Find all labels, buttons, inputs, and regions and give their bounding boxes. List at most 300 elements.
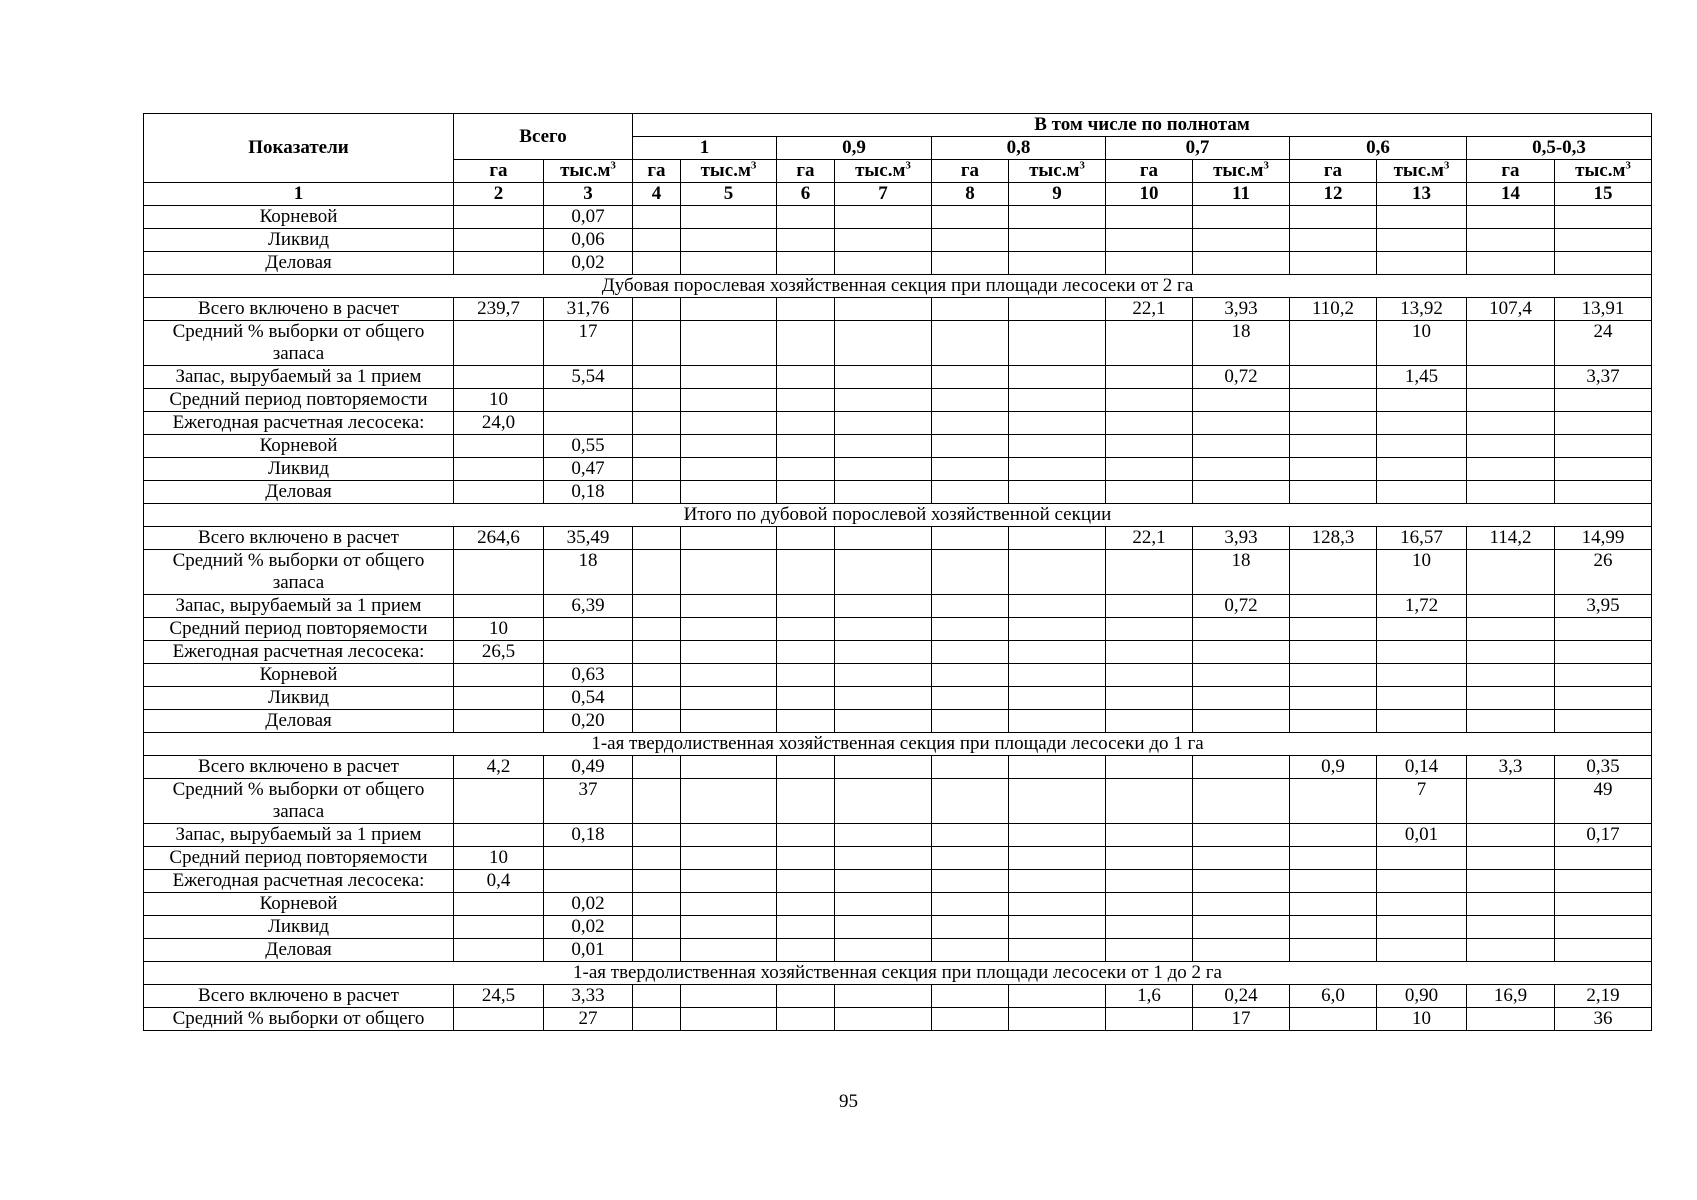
unit-ha: га xyxy=(454,160,544,183)
table-cell xyxy=(1009,481,1106,504)
table-cell xyxy=(932,527,1009,550)
table-cell xyxy=(1193,481,1290,504)
table-cell xyxy=(1193,756,1290,779)
table-cell xyxy=(544,618,633,641)
table-cell xyxy=(932,1008,1009,1031)
table-cell xyxy=(1290,664,1377,687)
table-cell: 3,3 xyxy=(1467,756,1555,779)
table-cell xyxy=(932,870,1009,893)
table-cell xyxy=(633,527,681,550)
table-cell xyxy=(1106,206,1193,229)
table-cell xyxy=(1106,687,1193,710)
table-cell xyxy=(932,779,1009,824)
table-cell xyxy=(454,229,544,252)
table-row xyxy=(144,687,1652,710)
table-cell xyxy=(1555,870,1652,893)
table-cell xyxy=(835,527,932,550)
table-row xyxy=(144,893,1652,916)
table-cell xyxy=(1377,710,1467,733)
forest-data-table xyxy=(143,113,1652,1031)
table-cell xyxy=(1290,321,1377,366)
table-cell xyxy=(1467,550,1555,595)
table-cell xyxy=(1377,664,1467,687)
row-indicator: Ликвид xyxy=(144,687,454,710)
row-indicator: Ежегодная расчетная лесосека: xyxy=(144,870,454,893)
header-density-0-6: 0,6 xyxy=(1290,137,1467,160)
table-cell xyxy=(777,870,835,893)
table-cell xyxy=(681,321,777,366)
row-indicator: Запас, вырубаемый за 1 прием xyxy=(144,595,454,618)
table-cell xyxy=(932,252,1009,275)
table-cell xyxy=(835,847,932,870)
unit-ha: га xyxy=(1467,160,1555,183)
row-indicator: Ликвид xyxy=(144,229,454,252)
table-cell xyxy=(1467,412,1555,435)
table-cell xyxy=(681,527,777,550)
table-cell xyxy=(835,664,932,687)
table-cell xyxy=(1290,779,1377,824)
table-cell xyxy=(1467,206,1555,229)
unit-ha: га xyxy=(1106,160,1193,183)
header-indicators: Показатели xyxy=(144,114,454,183)
table-cell xyxy=(1106,664,1193,687)
table-cell xyxy=(932,595,1009,618)
header-density-1: 1 xyxy=(633,137,777,160)
table-row xyxy=(144,321,1652,366)
table-cell xyxy=(932,412,1009,435)
table-cell xyxy=(777,618,835,641)
table-cell: 0,20 xyxy=(544,710,633,733)
table-cell xyxy=(1290,916,1377,939)
table-cell xyxy=(932,893,1009,916)
header-density-0-7: 0,7 xyxy=(1106,137,1290,160)
table-cell xyxy=(777,435,835,458)
column-number: 6 xyxy=(777,183,835,206)
table-row xyxy=(144,550,1652,595)
table-cell xyxy=(1555,710,1652,733)
table-cell xyxy=(1290,687,1377,710)
unit-superscript: 3 xyxy=(1263,159,1269,172)
unit-label: тыс.м xyxy=(1213,160,1264,181)
table-cell xyxy=(777,321,835,366)
table-cell xyxy=(1009,458,1106,481)
table-cell xyxy=(633,618,681,641)
table-cell: 0,18 xyxy=(544,824,633,847)
table-cell: 26,5 xyxy=(454,641,544,664)
table-cell: 0,54 xyxy=(544,687,633,710)
table-cell: 7 xyxy=(1377,779,1467,824)
table-cell xyxy=(777,756,835,779)
table-cell xyxy=(835,595,932,618)
row-indicator: Средний % выборки от общего запаса xyxy=(144,779,454,824)
table-cell xyxy=(454,481,544,504)
table-cell xyxy=(681,893,777,916)
table-cell xyxy=(1106,229,1193,252)
table-cell xyxy=(1009,756,1106,779)
unit-label: тыс.м xyxy=(560,160,611,181)
table-cell xyxy=(932,481,1009,504)
row-indicator: Ежегодная расчетная лесосека: xyxy=(144,412,454,435)
table-cell xyxy=(932,710,1009,733)
table-cell xyxy=(1467,389,1555,412)
row-indicator: Средний период повторяемости xyxy=(144,618,454,641)
table-cell xyxy=(633,206,681,229)
table-cell xyxy=(835,458,932,481)
table-cell xyxy=(932,618,1009,641)
table-cell: 0,35 xyxy=(1555,756,1652,779)
table-row xyxy=(144,229,1652,252)
table-cell xyxy=(633,595,681,618)
table-cell xyxy=(835,710,932,733)
table-cell xyxy=(1193,939,1290,962)
section-row xyxy=(144,275,1652,298)
table-header xyxy=(144,114,1652,206)
table-cell xyxy=(777,366,835,389)
table-cell xyxy=(1467,252,1555,275)
table-cell xyxy=(1106,641,1193,664)
column-number: 5 xyxy=(681,183,777,206)
unit-label: тыс.м xyxy=(1575,160,1626,181)
table-cell: 128,3 xyxy=(1290,527,1377,550)
table-cell: 49 xyxy=(1555,779,1652,824)
table-cell xyxy=(1009,779,1106,824)
table-cell xyxy=(1377,389,1467,412)
unit-thousand-cubic-meters xyxy=(1377,160,1467,183)
table-cell xyxy=(932,824,1009,847)
table-cell xyxy=(1106,870,1193,893)
table-row xyxy=(144,595,1652,618)
table-cell: 0,9 xyxy=(1290,756,1377,779)
column-number: 13 xyxy=(1377,183,1467,206)
table-cell xyxy=(777,687,835,710)
table-cell xyxy=(1193,412,1290,435)
table-cell xyxy=(544,389,633,412)
table-cell: 3,93 xyxy=(1193,298,1290,321)
table-cell xyxy=(633,366,681,389)
unit-superscript: 3 xyxy=(905,159,911,172)
table-cell xyxy=(1106,595,1193,618)
table-cell xyxy=(835,481,932,504)
table-cell xyxy=(1106,366,1193,389)
table-row xyxy=(144,1008,1652,1031)
table-cell xyxy=(932,321,1009,366)
table-cell xyxy=(835,321,932,366)
table-cell xyxy=(835,366,932,389)
table-cell xyxy=(1467,366,1555,389)
table-cell xyxy=(1377,618,1467,641)
table-cell xyxy=(544,641,633,664)
table-cell xyxy=(1009,321,1106,366)
row-indicator: Средний % выборки от общего запаса xyxy=(144,321,454,366)
table-cell xyxy=(633,664,681,687)
table-cell xyxy=(777,985,835,1008)
table-cell xyxy=(454,710,544,733)
table-cell xyxy=(835,435,932,458)
row-indicator: Деловая xyxy=(144,481,454,504)
table-cell xyxy=(454,687,544,710)
table-cell xyxy=(1290,252,1377,275)
table-row xyxy=(144,618,1652,641)
table-cell xyxy=(681,641,777,664)
table-cell xyxy=(835,985,932,1008)
table-cell xyxy=(835,779,932,824)
table-cell xyxy=(835,916,932,939)
table-cell xyxy=(932,847,1009,870)
table-row xyxy=(144,435,1652,458)
table-cell xyxy=(1467,618,1555,641)
table-row xyxy=(144,985,1652,1008)
table-cell xyxy=(1106,412,1193,435)
table-cell: 26 xyxy=(1555,550,1652,595)
table-cell xyxy=(1555,618,1652,641)
table-cell xyxy=(1106,321,1193,366)
section-row xyxy=(144,504,1652,527)
table-cell: 18 xyxy=(1193,550,1290,595)
table-cell xyxy=(633,916,681,939)
table-body xyxy=(144,206,1652,1031)
table-cell: 24,5 xyxy=(454,985,544,1008)
table-cell xyxy=(777,389,835,412)
unit-thousand-cubic-meters xyxy=(681,160,777,183)
row-indicator: Ежегодная расчетная лесосека: xyxy=(144,641,454,664)
table-cell xyxy=(633,779,681,824)
table-cell xyxy=(681,664,777,687)
row-indicator: Корневой xyxy=(144,664,454,687)
table-cell xyxy=(454,939,544,962)
table-cell xyxy=(681,779,777,824)
table-cell xyxy=(932,916,1009,939)
table-cell: 0,4 xyxy=(454,870,544,893)
table-cell xyxy=(1193,870,1290,893)
table-cell xyxy=(1009,206,1106,229)
table-cell xyxy=(777,481,835,504)
table-cell: 16,9 xyxy=(1467,985,1555,1008)
unit-label: тыс.м xyxy=(1029,160,1080,181)
column-number: 7 xyxy=(835,183,932,206)
table-cell xyxy=(1290,481,1377,504)
header-total: Всего xyxy=(454,114,633,160)
table-cell xyxy=(1555,893,1652,916)
table-cell: 0,49 xyxy=(544,756,633,779)
table-row xyxy=(144,412,1652,435)
table-cell xyxy=(932,756,1009,779)
table-cell xyxy=(1106,435,1193,458)
table-cell xyxy=(932,229,1009,252)
column-number: 14 xyxy=(1467,183,1555,206)
table-cell xyxy=(1377,939,1467,962)
table-cell xyxy=(1009,229,1106,252)
table-cell xyxy=(454,916,544,939)
table-cell: 0,02 xyxy=(544,252,633,275)
table-cell xyxy=(1555,687,1652,710)
table-cell xyxy=(1377,687,1467,710)
row-indicator: Деловая xyxy=(144,710,454,733)
table-cell xyxy=(681,412,777,435)
table-cell xyxy=(835,550,932,595)
table-cell xyxy=(1467,824,1555,847)
table-cell: 10 xyxy=(454,847,544,870)
table-cell: 264,6 xyxy=(454,527,544,550)
table-cell xyxy=(1555,206,1652,229)
table-cell: 5,54 xyxy=(544,366,633,389)
table-cell xyxy=(835,893,932,916)
row-indicator: Средний период повторяемости xyxy=(144,847,454,870)
table-cell xyxy=(454,550,544,595)
table-cell xyxy=(1106,847,1193,870)
section-row xyxy=(144,962,1652,985)
table-cell xyxy=(1106,710,1193,733)
table-cell xyxy=(1290,389,1377,412)
table-row xyxy=(144,641,1652,664)
table-cell xyxy=(633,687,681,710)
table-cell xyxy=(777,664,835,687)
table-cell: 22,1 xyxy=(1106,298,1193,321)
table-cell xyxy=(932,641,1009,664)
table-cell xyxy=(1009,1008,1106,1031)
table-cell xyxy=(1106,550,1193,595)
table-cell xyxy=(633,1008,681,1031)
table-cell: 18 xyxy=(1193,321,1290,366)
table-cell xyxy=(1009,985,1106,1008)
table-cell xyxy=(454,206,544,229)
table-cell: 37 xyxy=(544,779,633,824)
table-cell xyxy=(835,756,932,779)
table-row xyxy=(144,870,1652,893)
table-cell xyxy=(1290,435,1377,458)
table-row xyxy=(144,939,1652,962)
table-cell: 10 xyxy=(1377,550,1467,595)
table-cell xyxy=(1290,710,1377,733)
table-cell xyxy=(1377,847,1467,870)
table-row xyxy=(144,481,1652,504)
table-cell xyxy=(1555,458,1652,481)
table-cell xyxy=(1193,847,1290,870)
table-cell xyxy=(1009,641,1106,664)
table-cell xyxy=(777,206,835,229)
table-row xyxy=(144,779,1652,824)
table-cell xyxy=(1290,847,1377,870)
unit-label: тыс.м xyxy=(1393,160,1444,181)
table-cell xyxy=(1106,893,1193,916)
table-cell xyxy=(1290,870,1377,893)
table-cell xyxy=(835,870,932,893)
table-cell xyxy=(681,939,777,962)
table-cell xyxy=(1009,412,1106,435)
table-cell xyxy=(633,435,681,458)
table-cell xyxy=(1467,321,1555,366)
table-cell xyxy=(1290,1008,1377,1031)
row-indicator: Средний период повторяемости xyxy=(144,389,454,412)
table-row xyxy=(144,710,1652,733)
table-cell xyxy=(1290,550,1377,595)
table-cell xyxy=(932,298,1009,321)
table-cell xyxy=(1290,939,1377,962)
table-cell xyxy=(1009,687,1106,710)
table-cell: 1,72 xyxy=(1377,595,1467,618)
table-cell xyxy=(777,229,835,252)
table-cell: 36 xyxy=(1555,1008,1652,1031)
table-row xyxy=(144,527,1652,550)
row-indicator: Всего включено в расчет xyxy=(144,527,454,550)
table-row xyxy=(144,847,1652,870)
table-cell: 0,55 xyxy=(544,435,633,458)
table-cell xyxy=(1193,435,1290,458)
table-cell xyxy=(544,847,633,870)
table-cell xyxy=(1193,389,1290,412)
table-row xyxy=(144,389,1652,412)
table-cell xyxy=(1467,1008,1555,1031)
column-number: 3 xyxy=(544,183,633,206)
row-indicator: Запас, вырубаемый за 1 прием xyxy=(144,366,454,389)
table-cell xyxy=(777,595,835,618)
table-cell xyxy=(633,298,681,321)
table-cell: 0,02 xyxy=(544,916,633,939)
table-cell xyxy=(1377,458,1467,481)
table-cell xyxy=(835,939,932,962)
column-number: 8 xyxy=(932,183,1009,206)
table-cell xyxy=(1193,664,1290,687)
table-cell: 24 xyxy=(1555,321,1652,366)
table-cell xyxy=(1290,595,1377,618)
table-cell: 24,0 xyxy=(454,412,544,435)
table-row xyxy=(144,756,1652,779)
table-cell xyxy=(1106,779,1193,824)
table-cell xyxy=(681,252,777,275)
table-cell xyxy=(1377,641,1467,664)
column-number: 9 xyxy=(1009,183,1106,206)
table-cell xyxy=(681,595,777,618)
table-cell: 0,72 xyxy=(1193,595,1290,618)
table-cell: 35,49 xyxy=(544,527,633,550)
table-cell xyxy=(681,229,777,252)
table-cell: 0,63 xyxy=(544,664,633,687)
table-cell xyxy=(1193,916,1290,939)
table-cell xyxy=(777,298,835,321)
table-cell xyxy=(932,550,1009,595)
table-row xyxy=(144,206,1652,229)
table-cell xyxy=(454,321,544,366)
table-row xyxy=(144,252,1652,275)
table-cell xyxy=(1467,710,1555,733)
table-cell xyxy=(681,847,777,870)
table-cell xyxy=(681,687,777,710)
table-cell xyxy=(633,985,681,1008)
table-cell xyxy=(681,824,777,847)
table-cell xyxy=(835,1008,932,1031)
table-cell xyxy=(1106,824,1193,847)
table-cell xyxy=(1555,389,1652,412)
row-indicator: Корневой xyxy=(144,435,454,458)
table-cell xyxy=(835,206,932,229)
table-cell xyxy=(1193,229,1290,252)
unit-superscript: 3 xyxy=(1443,159,1450,172)
table-cell xyxy=(777,710,835,733)
unit-thousand-cubic-meters xyxy=(1555,160,1652,183)
table-cell xyxy=(633,939,681,962)
table-cell xyxy=(1106,916,1193,939)
table-cell xyxy=(777,412,835,435)
table-cell: 0,24 xyxy=(1193,985,1290,1008)
table-cell xyxy=(1467,229,1555,252)
table-cell xyxy=(681,550,777,595)
table-cell xyxy=(932,366,1009,389)
table-cell xyxy=(681,481,777,504)
header-by-density: В том числе по полнотам xyxy=(633,114,1652,137)
unit-label: тыс.м xyxy=(700,160,751,181)
row-indicator: Средний % выборки от общего xyxy=(144,1008,454,1031)
table-cell xyxy=(633,252,681,275)
table-cell xyxy=(681,1008,777,1031)
